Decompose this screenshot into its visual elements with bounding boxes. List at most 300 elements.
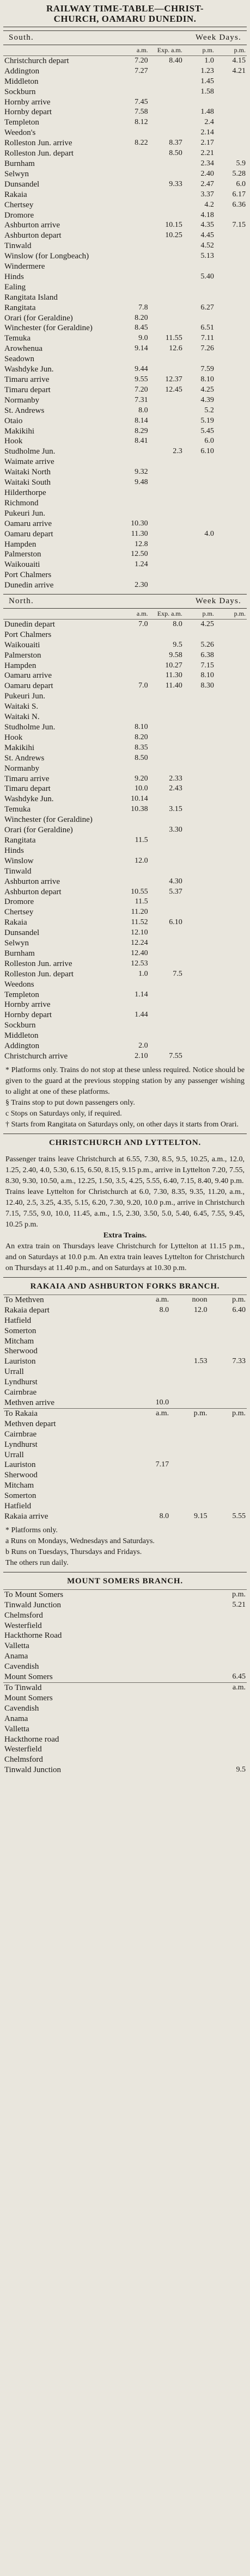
note-line: * Platforms only. Trains do not stop at these unless required. Notice should be given to the guard at the previous stopping station by any passenger wishing to alight at one of these platforms. bbox=[5, 1066, 245, 1096]
time-cell bbox=[215, 570, 247, 580]
station-name: Waitaki South bbox=[4, 478, 51, 487]
time-cell bbox=[117, 210, 149, 221]
timetable-row bbox=[3, 1501, 247, 1512]
station-name: Rakaia bbox=[4, 190, 27, 199]
timetable-row bbox=[3, 313, 247, 324]
time-cell bbox=[149, 395, 184, 406]
timetable-row bbox=[3, 1429, 247, 1440]
time-cell bbox=[215, 897, 247, 907]
time-cell: 2.33 bbox=[169, 774, 182, 783]
time-cell: 2.0 bbox=[138, 1042, 148, 1050]
time-cell bbox=[117, 980, 149, 990]
time-cell bbox=[184, 887, 215, 897]
time-cell: 7.5 bbox=[173, 969, 182, 978]
station-name: Hinds bbox=[4, 272, 24, 281]
timetable-row bbox=[3, 580, 247, 591]
timetable-row bbox=[3, 416, 247, 426]
time-cell bbox=[215, 733, 247, 743]
time-cell bbox=[184, 540, 215, 550]
time-cell bbox=[215, 549, 247, 560]
time-cell: 9.14 bbox=[135, 344, 148, 353]
north-header-row bbox=[3, 595, 247, 609]
time-cell: 7.0 bbox=[138, 620, 148, 628]
timetable-row bbox=[3, 1765, 247, 1775]
timetable-row bbox=[3, 97, 247, 108]
column-label: a.m. bbox=[132, 1295, 170, 1305]
time-cell bbox=[215, 313, 247, 324]
time-cell bbox=[184, 949, 215, 959]
timetable-row bbox=[3, 333, 247, 344]
time-cell: p.m. bbox=[215, 609, 247, 619]
time-cell: 2.34 bbox=[200, 159, 214, 168]
time-cell bbox=[149, 117, 184, 128]
time-cell: 4.18 bbox=[200, 210, 214, 219]
station-name: Winslow (for Longbeach) bbox=[4, 252, 89, 261]
time-cell bbox=[170, 1419, 208, 1429]
station-name: Normanby bbox=[4, 395, 40, 405]
time-cell bbox=[117, 282, 149, 293]
station-name: Templeton bbox=[4, 118, 39, 127]
time-cell bbox=[215, 804, 247, 815]
time-cell bbox=[215, 661, 247, 671]
time-cell bbox=[184, 1051, 215, 1062]
timetable-row bbox=[3, 375, 247, 385]
time-cell bbox=[215, 117, 247, 128]
time-cell: 6.17 bbox=[232, 190, 246, 199]
time-cell bbox=[149, 107, 184, 117]
station-name: Middleton bbox=[4, 77, 39, 86]
station-name: Waikouaiti bbox=[4, 640, 40, 649]
time-cell bbox=[215, 426, 247, 437]
time-cell bbox=[215, 107, 247, 117]
time-cell bbox=[117, 488, 149, 498]
column-header-row bbox=[3, 45, 247, 55]
time-cell bbox=[184, 282, 215, 293]
time-cell: 8.0 bbox=[159, 1512, 169, 1520]
time-cell bbox=[132, 1336, 170, 1347]
time-cell bbox=[149, 200, 184, 210]
timetable-row bbox=[3, 354, 247, 364]
time-cell bbox=[215, 1020, 247, 1031]
time-cell bbox=[117, 231, 149, 241]
rakaia-table bbox=[3, 1295, 247, 1522]
station-name: Lauriston bbox=[4, 1357, 36, 1366]
station-name: Mitcham bbox=[4, 1336, 34, 1346]
station-name: Dunedin depart bbox=[4, 620, 55, 629]
time-cell: 12.10 bbox=[131, 928, 148, 937]
time-cell bbox=[215, 282, 247, 293]
timetable-row bbox=[3, 200, 247, 210]
time-cell: 4.2 bbox=[204, 200, 214, 209]
station-name: Oamaru depart bbox=[4, 529, 53, 538]
time-cell: 4.52 bbox=[200, 242, 214, 250]
timetable-row bbox=[3, 1051, 247, 1062]
time-cell bbox=[117, 148, 149, 159]
time-cell bbox=[184, 1020, 215, 1031]
time-cell bbox=[184, 928, 215, 938]
station-name: Port Chalmers bbox=[4, 630, 52, 639]
station-name: Christchurch depart bbox=[4, 56, 69, 65]
time-cell bbox=[215, 949, 247, 959]
time-cell bbox=[117, 293, 149, 303]
time-cell bbox=[215, 303, 247, 313]
time-cell bbox=[191, 1662, 247, 1672]
time-cell: 4.35 bbox=[200, 221, 214, 230]
north-days: Week Days. bbox=[195, 597, 241, 606]
time-cell: p.m. bbox=[184, 45, 215, 55]
column-label: p.m. bbox=[209, 1408, 247, 1419]
time-cell bbox=[215, 753, 247, 764]
time-cell bbox=[132, 1501, 170, 1512]
timetable-row bbox=[3, 406, 247, 416]
timetable-row bbox=[3, 1735, 247, 1745]
time-cell bbox=[117, 447, 149, 457]
station-name: Anama bbox=[4, 1652, 28, 1661]
station-name: Ealing bbox=[4, 282, 26, 292]
timetable-row bbox=[3, 661, 247, 671]
time-cell bbox=[117, 877, 149, 887]
time-cell bbox=[117, 179, 149, 190]
time-cell: 9.55 bbox=[135, 375, 148, 383]
column-label: a.m. bbox=[191, 1683, 247, 1693]
time-cell bbox=[215, 457, 247, 467]
station-name: Pukeuri Jun. bbox=[4, 509, 45, 518]
timetable-row bbox=[3, 928, 247, 938]
time-cell: 7.31 bbox=[135, 395, 148, 404]
time-cell bbox=[215, 969, 247, 980]
timetable-row bbox=[3, 897, 247, 907]
time-cell bbox=[215, 835, 247, 846]
station-name: Christchurch arrive bbox=[4, 1052, 68, 1061]
lyttelton-title: CHRISTCHURCH AND LYTTELTON. bbox=[3, 1134, 247, 1151]
timetable-row bbox=[3, 784, 247, 794]
time-cell: 8.22 bbox=[135, 139, 148, 147]
time-cell: 7.58 bbox=[135, 108, 148, 116]
time-cell: 5.40 bbox=[200, 272, 214, 281]
timetable-row bbox=[3, 1010, 247, 1020]
timetable-row bbox=[3, 436, 247, 447]
timetable-row bbox=[3, 231, 247, 241]
time-cell bbox=[184, 733, 215, 743]
time-cell: 8.0 bbox=[138, 406, 148, 414]
station-name: Dunsandel bbox=[4, 179, 40, 189]
time-cell bbox=[170, 1388, 208, 1398]
time-cell bbox=[117, 691, 149, 702]
time-cell: a.m. bbox=[117, 45, 149, 55]
station-name: Hornby arrive bbox=[4, 97, 51, 107]
station-name: Sockburn bbox=[4, 1021, 36, 1030]
time-cell: 12.8 bbox=[135, 540, 148, 548]
time-cell bbox=[117, 262, 149, 272]
time-cell bbox=[184, 293, 215, 303]
station-name: Lyndhurst bbox=[4, 1378, 38, 1387]
station-name bbox=[3, 45, 117, 55]
time-cell: 4.45 bbox=[200, 231, 214, 240]
timetable-row bbox=[3, 743, 247, 753]
time-cell: 8.10 bbox=[200, 375, 214, 383]
timetable-row bbox=[3, 220, 247, 231]
time-cell bbox=[170, 1491, 208, 1501]
time-cell: 7.17 bbox=[155, 1460, 169, 1469]
station-name: Mitcham bbox=[4, 1481, 34, 1490]
time-cell bbox=[191, 1714, 247, 1724]
time-cell: 7.15 bbox=[200, 661, 214, 670]
time-cell bbox=[149, 354, 184, 364]
station-name: Temuka bbox=[4, 805, 31, 814]
time-cell: 10.27 bbox=[165, 661, 182, 670]
time-cell: 1.24 bbox=[135, 560, 148, 569]
timetable-row bbox=[3, 282, 247, 293]
station-name: Arowhenua bbox=[4, 344, 42, 354]
timetable-row bbox=[3, 1020, 247, 1031]
time-cell bbox=[215, 272, 247, 282]
timetable-row bbox=[3, 519, 247, 529]
time-cell bbox=[149, 928, 184, 938]
station-name: Chelmsford bbox=[4, 1755, 43, 1764]
timetable-row bbox=[3, 529, 247, 540]
station-name: Sherwood bbox=[4, 1347, 38, 1356]
north-timetable bbox=[3, 594, 247, 1062]
timetable-row bbox=[3, 190, 247, 200]
timetable-row bbox=[3, 1631, 247, 1641]
time-cell: 7.59 bbox=[200, 365, 214, 374]
station-name: Ashburton depart bbox=[4, 231, 62, 240]
time-cell bbox=[149, 1010, 184, 1020]
time-cell bbox=[184, 313, 215, 324]
time-cell bbox=[215, 241, 247, 251]
time-cell bbox=[215, 794, 247, 804]
time-cell bbox=[184, 877, 215, 887]
timetable-row bbox=[3, 570, 247, 580]
time-cell bbox=[170, 1367, 208, 1377]
time-cell bbox=[117, 498, 149, 509]
time-cell: 9.20 bbox=[135, 774, 148, 783]
time-cell: 8.40 bbox=[169, 56, 182, 65]
station-name: Port Chalmers bbox=[4, 571, 52, 580]
time-cell bbox=[117, 815, 149, 825]
time-cell bbox=[184, 467, 215, 478]
station-name: Ashburton arrive bbox=[4, 221, 60, 230]
time-cell: 5.45 bbox=[200, 426, 214, 435]
time-cell bbox=[215, 467, 247, 478]
time-cell bbox=[184, 918, 215, 928]
note-line: The others run daily. bbox=[5, 1558, 69, 1567]
station-name: Chertsey bbox=[4, 200, 34, 209]
time-cell bbox=[215, 877, 247, 887]
time-cell bbox=[132, 1326, 170, 1336]
time-cell bbox=[117, 846, 149, 856]
station-name: Ashburton depart bbox=[4, 887, 62, 896]
note-line: § Trains stop to put down passengers only. bbox=[5, 1098, 135, 1107]
time-cell: 8.20 bbox=[135, 313, 148, 322]
timetable-row bbox=[3, 148, 247, 159]
time-cell bbox=[209, 1491, 247, 1501]
time-cell: 12.40 bbox=[131, 949, 148, 957]
time-cell bbox=[149, 293, 184, 303]
time-cell bbox=[191, 1744, 247, 1755]
time-cell: 2.14 bbox=[200, 128, 214, 137]
timetable-row bbox=[3, 681, 247, 691]
timetable-row bbox=[3, 385, 247, 395]
time-cell bbox=[184, 1000, 215, 1010]
time-cell bbox=[209, 1336, 247, 1347]
time-cell bbox=[117, 159, 149, 169]
time-cell bbox=[149, 570, 184, 580]
station-name: Timaru arrive bbox=[4, 375, 50, 384]
time-cell bbox=[149, 436, 184, 447]
time-cell bbox=[215, 907, 247, 918]
time-cell bbox=[170, 1326, 208, 1336]
station-name: Mount Somers bbox=[4, 1693, 53, 1702]
station-name: Normanby bbox=[4, 764, 40, 773]
station-name: Hilderthorpe bbox=[4, 488, 46, 497]
station-name: Hook bbox=[4, 437, 23, 446]
station-name: Cairnbrae bbox=[4, 1388, 37, 1397]
time-cell bbox=[149, 959, 184, 969]
note-line: † Starts from Rangitata on Saturdays only, on other days it starts from Orari. bbox=[5, 1120, 239, 1129]
station-name: Rolleston Jun. depart bbox=[4, 149, 74, 158]
time-cell bbox=[184, 722, 215, 733]
time-cell bbox=[149, 980, 184, 990]
station-name: Urrall bbox=[4, 1367, 24, 1377]
time-cell: 7.33 bbox=[232, 1357, 246, 1366]
timetable-row bbox=[3, 980, 247, 990]
station-name: Timaru arrive bbox=[4, 774, 50, 783]
time-cell bbox=[191, 1621, 247, 1631]
time-cell bbox=[215, 580, 247, 591]
station-name: Weedons bbox=[4, 980, 34, 989]
time-cell bbox=[184, 509, 215, 519]
time-cell: 8.50 bbox=[135, 753, 148, 762]
time-cell bbox=[149, 97, 184, 108]
time-cell bbox=[215, 990, 247, 1000]
time-cell bbox=[191, 1724, 247, 1735]
station-name: Hinds bbox=[4, 846, 24, 855]
time-cell bbox=[184, 753, 215, 764]
time-cell: 1.0 bbox=[204, 56, 214, 65]
time-cell bbox=[149, 560, 184, 570]
time-cell bbox=[215, 1000, 247, 1010]
time-cell bbox=[117, 200, 149, 210]
station-name: Dromore bbox=[4, 210, 34, 220]
station-name: Methven depart bbox=[4, 1419, 56, 1428]
station-name: Oamaru arrive bbox=[4, 519, 52, 528]
station-name: Rolleston Jun. arrive bbox=[4, 959, 72, 968]
time-cell bbox=[209, 1440, 247, 1450]
time-cell bbox=[215, 560, 247, 570]
station-name: Westerfield bbox=[4, 1745, 42, 1754]
timetable-row bbox=[3, 1440, 247, 1450]
station-name: Lyndhurst bbox=[4, 1440, 38, 1449]
note-line: a Runs on Mondays, Wednesdays and Saturdays. bbox=[5, 1537, 155, 1545]
extra-trains-title: Extra Trains. bbox=[103, 1231, 147, 1240]
timetable-row bbox=[3, 395, 247, 406]
station-name: Burnham bbox=[4, 159, 35, 168]
direction-header-row bbox=[3, 1295, 247, 1305]
timetable-row bbox=[3, 303, 247, 313]
station-name: Pukeuri Jun. bbox=[4, 692, 45, 701]
station-name: Methven arrive bbox=[4, 1398, 55, 1407]
timetable-row bbox=[3, 1316, 247, 1326]
time-cell bbox=[149, 87, 184, 97]
time-cell: 7.20 bbox=[135, 385, 148, 394]
station-name: Ashburton arrive bbox=[4, 877, 60, 886]
time-cell bbox=[149, 519, 184, 529]
time-cell: 12.0 bbox=[135, 856, 148, 865]
timetable-row bbox=[3, 1714, 247, 1724]
time-cell bbox=[209, 1470, 247, 1481]
time-cell: 6.27 bbox=[200, 303, 214, 312]
time-cell: 4.15 bbox=[232, 56, 246, 65]
time-cell: 8.41 bbox=[135, 437, 148, 445]
time-cell bbox=[209, 1346, 247, 1357]
timetable-row bbox=[3, 1704, 247, 1714]
time-cell: 9.44 bbox=[135, 365, 148, 374]
time-cell bbox=[215, 784, 247, 794]
time-cell bbox=[215, 887, 247, 897]
station-name: Dunedin arrive bbox=[4, 581, 54, 590]
time-cell: 8.12 bbox=[135, 118, 148, 127]
time-cell bbox=[149, 949, 184, 959]
time-cell bbox=[184, 856, 215, 866]
time-cell bbox=[215, 529, 247, 540]
time-cell bbox=[149, 846, 184, 856]
time-cell bbox=[149, 478, 184, 488]
time-cell bbox=[209, 1429, 247, 1440]
timetable-row bbox=[3, 467, 247, 478]
time-cell: 12.50 bbox=[131, 550, 148, 559]
time-cell bbox=[215, 1010, 247, 1020]
timetable-row bbox=[3, 825, 247, 835]
time-cell bbox=[117, 712, 149, 722]
timetable-row bbox=[3, 1693, 247, 1704]
time-cell bbox=[117, 640, 149, 651]
timetable-row bbox=[3, 488, 247, 498]
time-cell bbox=[215, 148, 247, 159]
time-cell bbox=[209, 1419, 247, 1429]
station-name: Chertsey bbox=[4, 908, 34, 917]
timetable-row bbox=[3, 549, 247, 560]
time-cell bbox=[184, 764, 215, 774]
time-cell: 7.55 bbox=[169, 1052, 182, 1060]
timetable-row bbox=[3, 1460, 247, 1470]
time-cell bbox=[215, 447, 247, 457]
time-cell bbox=[215, 436, 247, 447]
time-cell bbox=[184, 835, 215, 846]
time-cell: 12.6 bbox=[169, 344, 182, 353]
timetable-row bbox=[3, 1450, 247, 1460]
rakaia-title: RAKAIA AND ASHBURTON FORKS BRANCH. bbox=[3, 1277, 247, 1295]
station-name: Rolleston Jun. arrive bbox=[4, 139, 72, 148]
time-cell bbox=[191, 1631, 247, 1641]
time-cell: 8.10 bbox=[135, 723, 148, 731]
timetable-row bbox=[3, 1491, 247, 1501]
time-cell bbox=[209, 1388, 247, 1398]
time-cell: 8.14 bbox=[135, 416, 148, 425]
time-cell bbox=[149, 722, 184, 733]
timetable-row bbox=[3, 447, 247, 457]
time-cell bbox=[149, 743, 184, 753]
time-cell bbox=[215, 619, 247, 629]
station-name: Weedon's bbox=[4, 128, 36, 138]
time-cell bbox=[149, 406, 184, 416]
timetable-row bbox=[3, 764, 247, 774]
station-name: Rakaia depart bbox=[4, 1305, 50, 1315]
time-cell: 10.30 bbox=[131, 519, 148, 528]
timetable-row bbox=[3, 1377, 247, 1388]
timetable-row bbox=[3, 1346, 247, 1357]
time-cell bbox=[184, 691, 215, 702]
